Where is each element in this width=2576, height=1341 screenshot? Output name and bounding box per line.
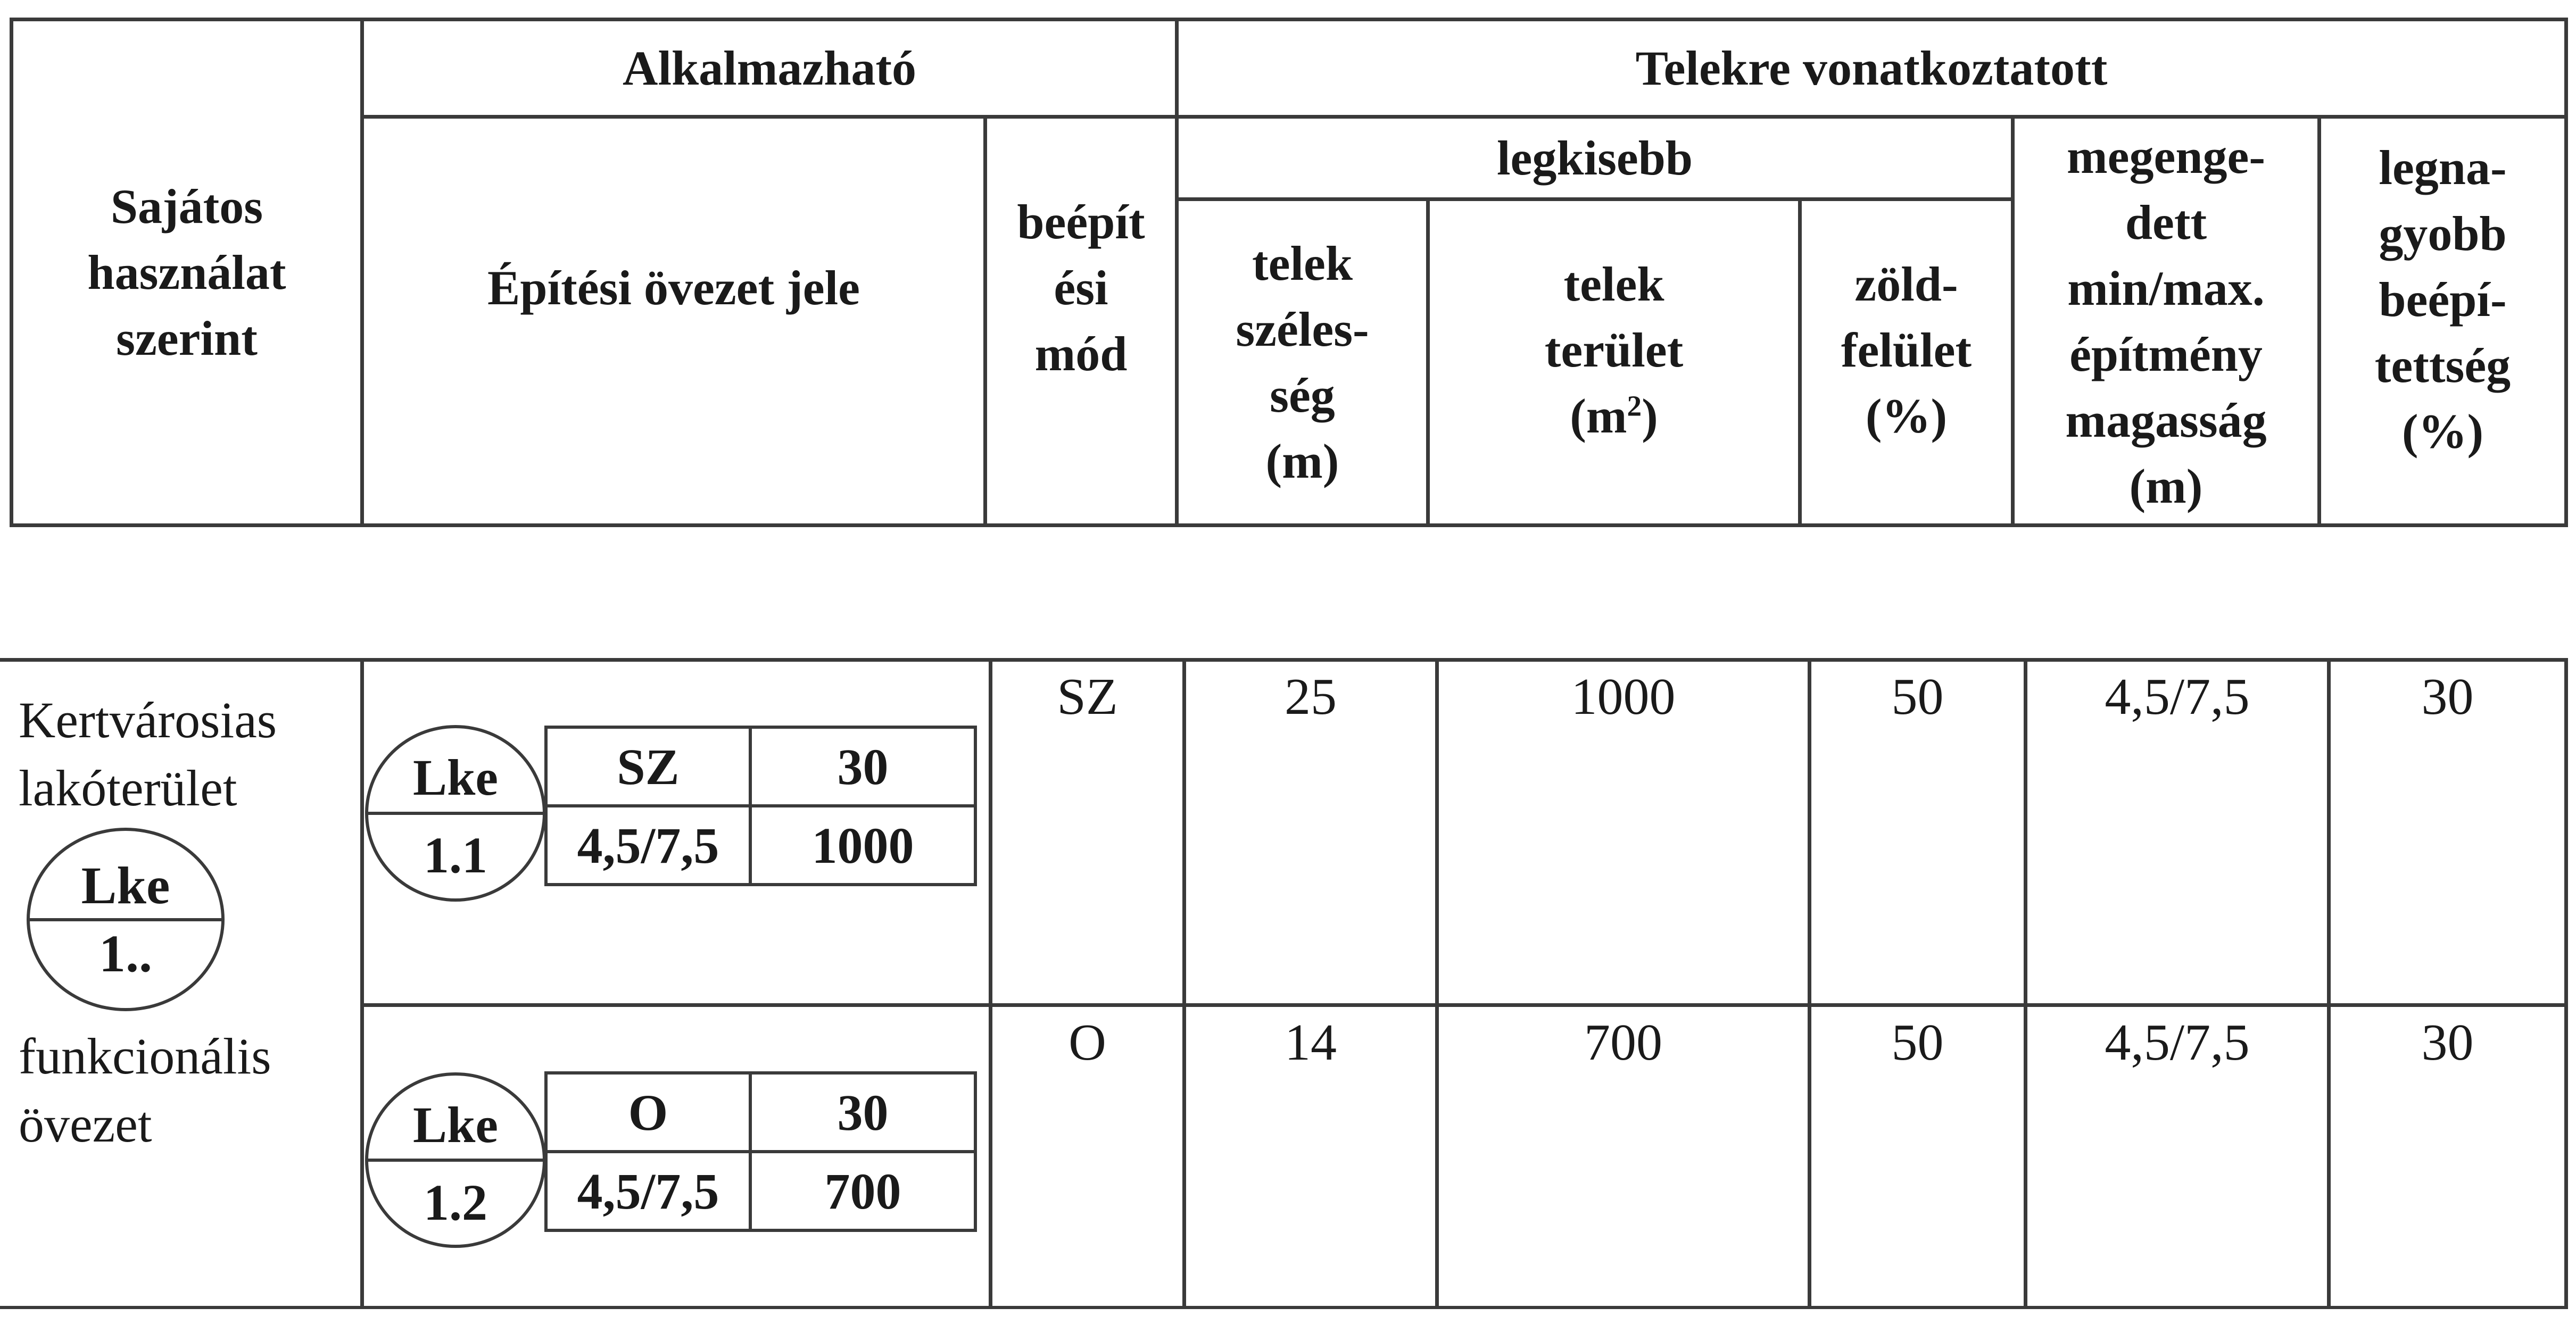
header-area-text: telek terület $(m^2)$ [1544,257,1684,443]
stamp-2-height: 4,5/7,5 [546,1152,750,1230]
row-1-green: 50 [1891,668,1944,726]
zone-stamp-2 [544,1071,977,1232]
category-label-top: Kertvárosias lakóterület [19,692,277,817]
zone-circle-2-bottom: 1.2 [424,1174,487,1231]
header-area [1430,201,1798,499]
zone-circle-1-bottom: 1.1 [424,827,487,884]
category-symbol [27,828,225,1011]
stamp-1-area: 1000 [750,806,975,885]
row-1-height: 4,5/7,5 [2105,668,2250,726]
stamp-1-mode: SZ [546,727,750,806]
row-2-width: 14 [1285,1014,1337,1071]
zone-circle-1-top: Lke [412,749,499,806]
header-width: telek széles- ség (m) [1236,236,1369,488]
stamp-2-coverage: 30 [750,1073,975,1152]
header-zone: Építési övezet jele [487,261,860,315]
header-height: megenge- dett min/max. építmény magasság (m) [2065,129,2267,513]
row-2-green: 50 [1891,1014,1944,1071]
header-use: Sajátos használat szerint [87,179,286,365]
zone-circle-1 [365,725,546,902]
header-applicable: Alkalmazható [623,41,916,95]
row-2-mode: O [1068,1014,1106,1071]
header-green: zöld- felület (%) [1841,257,1972,443]
header-min: legkisebb [1496,131,1693,185]
stamp-2-mode: O [546,1073,750,1152]
stamp-1-height: 4,5/7,5 [546,806,750,885]
row-1-mode: SZ [1057,668,1118,726]
row-1-coverage: 30 [2421,668,2474,726]
row-2-coverage: 30 [2421,1014,2474,1071]
row-2-area: 700 [1584,1014,1662,1071]
category-label-bottom: funkcionális övezet [19,1028,271,1153]
stamp-2-area: 700 [750,1152,975,1230]
category-symbol-bottom: 1.. [99,924,152,983]
zone-stamp-1 [544,726,977,886]
row-1-width: 25 [1285,668,1337,726]
zone-circle-2 [365,1072,546,1248]
category-symbol-top: Lke [81,856,170,915]
stamp-1-coverage: 30 [750,727,975,806]
header-plots: Telekre vonatkoztatott [1635,41,2108,95]
header-coverage: legna- gyobb beépí- tettség (%) [2374,140,2511,459]
header-mode: beépít ési mód [1017,195,1145,381]
zone-circle-2-top: Lke [412,1096,499,1153]
row-1-area: 1000 [1571,668,1676,726]
row-2-height: 4,5/7,5 [2105,1014,2250,1071]
